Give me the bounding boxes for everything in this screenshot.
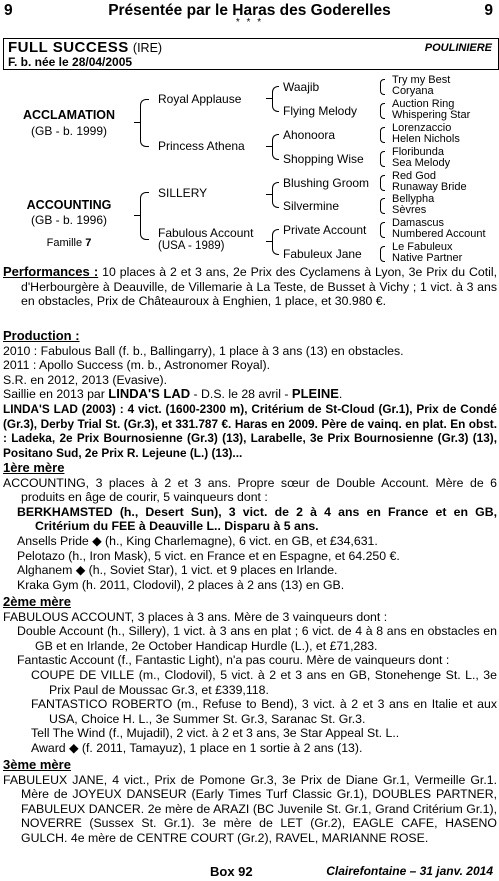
g4-whispering-star: Whispering Star	[392, 109, 471, 121]
sale-info: Clairefontaine – 31 janv. 2014	[326, 864, 493, 878]
g3-blushing-groom: Blushing Groom	[283, 176, 370, 190]
tick-fabulous-account	[266, 241, 272, 242]
g3-waajib: Waajib	[283, 80, 320, 94]
g4-floribunda: Floribunda	[392, 146, 444, 158]
g4-numbered-account: Numbered Account	[392, 228, 486, 240]
g3-ahonoora: Ahonoora	[283, 128, 336, 142]
first-dam-produce-b: Ansells Pride ◆ (h., King Charlemagne), 6 vict. en GB, et £34,631.	[17, 533, 378, 548]
covering-status: PLEINE	[291, 386, 339, 402]
covering-stallion: LINDA'S LAD	[108, 386, 191, 402]
performances-text: 10 places à 2 et 3 ans, 2e Prix des Cyclamens à Lyon, 3e Prix du Cotil, d'Herbourgère à Deauville, de Villemarie à La Teste, de Busset à Vichy ; 1 vict. à 3 ans en obstacles, Prix de Châteauroux à Enghien, 1 place, et 30.980 €.	[21, 265, 497, 309]
stallion-record: LINDA'S LAD (2003) : 4 vict. (1600-2300 m), Critérium de St-Cloud (Gr.1), Prix de Condé (Gr.3), Derby Trial St. (Gr.3), et 331.787 €. Haras en 2009. Père de vainq. en plat. En obst. : Ladeka, 2e Prix Bournosienne (Gr.3) (13), Larabelle, 3e Prix Bournosienne (Gr.3) (13), Positano Sud, 2e Prix R. Lejeune (L.) (13)...	[3, 401, 497, 460]
first-dam-intro: ACCOUNTING, 3 places à 2 et 3 ans. Propre sœur de Double Account. Mère de 6 produits en âge de courir, 5 vainqueurs dont :	[3, 475, 497, 505]
g4-try-my-best: Try my Best	[392, 74, 451, 86]
bracket-sillery	[272, 182, 279, 208]
first-dam-block	[3, 461, 497, 592]
g4-le-fabuleux: Le Fabuleux	[392, 241, 453, 253]
sire-info: (GB - b. 1999)	[30, 124, 108, 138]
bracket-sire	[140, 99, 149, 147]
third-dam-text: FABULEUX JANE, 4 vict., Prix de Pomone Gr.3, 3e Prix de Diane Gr.1, Vermeille Gr.1. Mère de JOYEUX DANSEUR (Early Times Turf Classic Gr.1), DOUBLES PARTNER, FABULEUX DANCER. 2e mère de ARAZI (BC Juvenile St. Gr.1, Grand Critérium Gr.1), NOVERRE (Sussex St. Gr.1). 3e mère de LET (Gr.2), EAGLE CAFE, HASENO GULCH. 4e mère de CENTRE COURT (Gr.2), RAVEL, MARIANNE ROSE.	[3, 772, 497, 845]
brace-g4-4	[380, 175, 385, 191]
family-label: Famille	[46, 237, 83, 249]
g3-flying-melody: Flying Melody	[283, 104, 358, 118]
production-block	[3, 329, 497, 460]
tick-dam	[134, 215, 140, 216]
horse-birth: F. b. née le 28/04/2005	[8, 55, 133, 69]
production-line-3: S.R. en 2012, 2013 (Evasive).	[3, 372, 168, 387]
second-dam-intro: FABULOUS ACCOUNT, 3 places à 3 ans. Mère de 3 vainqueurs dont :	[3, 609, 388, 624]
g4-damascus: Damascus	[392, 217, 444, 229]
performances-block	[3, 265, 497, 309]
second-dam-produce-a: Double Account (h., Sillery), 1 vict. à 3 ans en plat ; 6 vict. de 4 à 8 ans en obstacles en GB et en Irlande, 2e October Handicap Hurdle (L.), et £71,283.	[17, 624, 497, 653]
g4-runaway-bride: Runaway Bride	[392, 181, 467, 193]
second-dam-grand-produce-f: Award ◆ (f. 2011, Tamayuz), 1 place en 1 sortie à 2 ans (13).	[31, 740, 363, 755]
brace-g4-1	[380, 103, 385, 119]
horse-title	[8, 39, 162, 56]
first-dam-produce-a: BERKHAMSTED (h., Desert Sun), 3 vict. de 2 à 4 ans en France et en GB, Critérium du FEE à Deauville L.. Disparu à 5 ans.	[17, 504, 497, 534]
g4-sea-melody: Sea Melody	[392, 157, 451, 169]
second-dam-produce-b: Fantastic Account (f., Fantastic Light), n'a pas couru. Mère de vainqueurs dont :	[17, 653, 450, 668]
production-line-4	[3, 387, 497, 402]
horse-origin: (IRE)	[132, 41, 163, 55]
second-dam-grand-produce-c: COUPE DE VILLE (m., Clodovil), 5 vict. à 2 et 3 ans en GB, Stonehenge St. L., 3e Prix Paul de Moussac Gr.3, et £339,118.	[31, 667, 497, 697]
brace-g4-6	[380, 222, 385, 238]
g2-fabulous-account: Fabulous Account	[158, 226, 254, 240]
g3-silvermine: Silvermine	[283, 199, 340, 213]
tick-princess-athena	[266, 146, 272, 147]
bracket-princess-athena	[272, 134, 279, 160]
covering-end: .	[338, 387, 343, 402]
covering-intro: Saillie en 2013 par	[3, 387, 109, 402]
production-label: Production :	[3, 328, 80, 343]
g2-royal-applause: Royal Applause	[158, 92, 242, 106]
lot-number-left: 9	[4, 2, 13, 19]
brace-g4-0	[380, 79, 385, 95]
g4-bellypha: Bellypha	[392, 193, 435, 205]
horse-name: FULL SUCCESS	[8, 39, 129, 56]
brace-g4-3	[380, 151, 385, 167]
g4-red-god: Red God	[392, 170, 437, 182]
g4-native-partner: Native Partner	[392, 252, 463, 264]
g4-helen-nichols: Helen Nichols	[392, 133, 460, 145]
g3-fabuleux-jane: Fabuleux Jane	[283, 247, 362, 261]
brace-g4-5	[380, 198, 385, 214]
production-line-2: 2011 : Apollo Success (m. b., Astronomer Royal).	[3, 358, 271, 373]
g4-lorenzaccio: Lorenzaccio	[392, 122, 452, 134]
brace-g4-2	[380, 127, 385, 143]
g4-auction-ring: Auction Ring	[392, 98, 455, 110]
dam-family	[0, 237, 138, 249]
bracket-dam	[140, 192, 149, 240]
tick-sire	[134, 122, 140, 123]
page-title: Présentée par le Haras des Goderelles	[108, 2, 391, 19]
box-number: Box 92	[210, 864, 253, 879]
horse-type: POULINIERE	[424, 42, 492, 54]
dam-name: ACCOUNTING	[26, 198, 112, 212]
first-dam-produce-d: Alghanem ◆ (h., Soviet Star), 1 vict. et 9 places en Irlande.	[17, 563, 338, 578]
first-dam-produce-c: Pelotazo (h., Iron Mask), 5 vict. en France et en Espagne, et 64.250 €.	[17, 548, 400, 563]
g2-fabulous-account-info: (USA - 1989)	[158, 240, 225, 252]
g4-sevres: Sèvres	[392, 204, 427, 216]
first-dam-produce-e: Kraka Gym (h. 2011, Clodovil), 2 places à 2 ans (13) en GB.	[17, 577, 345, 592]
second-dam-grand-produce-d: FANTASTICO ROBERTO (m., Refuse to Bend), 3 vict. à 2 et 3 ans en Italie et aux USA, Choice H. L., 3e Summer St. Gr.3, Saranac St. Gr.3.	[31, 697, 497, 726]
production-line-1: 2010 : Fabulous Ball (f. b., Ballingarry), 1 place à 3 ans (13) en obstacles.	[3, 343, 404, 358]
tick-royal-applause	[266, 98, 272, 99]
g4-coryana: Coryana	[392, 85, 434, 97]
header-stars: * * *	[235, 17, 264, 28]
dam-info: (GB - b. 1996)	[30, 213, 108, 227]
bracket-fabulous-account	[272, 229, 279, 255]
g3-private-account: Private Account	[283, 223, 367, 237]
g2-sillery: SILLERY	[158, 186, 208, 200]
covering-date: - D.S. le 28 avril -	[190, 387, 292, 402]
g3-shopping-wise: Shopping Wise	[283, 152, 364, 166]
second-dam-label: 2ème mère	[3, 594, 71, 609]
tick-sillery	[266, 194, 272, 195]
family-number: 7	[85, 237, 92, 249]
second-dam-grand-produce-e: Tell The Wind (f., Mujadil), 2 vict. à 2 et 3 ans, 3e Star Appeal St. L..	[31, 726, 400, 741]
first-dam-label: 1ère mère	[3, 460, 65, 475]
second-dam-block	[3, 595, 497, 756]
g2-princess-athena: Princess Athena	[158, 139, 245, 153]
bracket-royal-applause	[272, 86, 279, 112]
third-dam-block	[3, 758, 497, 846]
sire-name: ACCLAMATION	[22, 108, 116, 122]
performances-label: Performances :	[3, 264, 99, 279]
third-dam-label: 3ème mère	[3, 757, 71, 772]
brace-g4-7	[380, 246, 385, 262]
horse-name-box	[3, 38, 499, 70]
lot-number-right: 9	[484, 2, 493, 19]
